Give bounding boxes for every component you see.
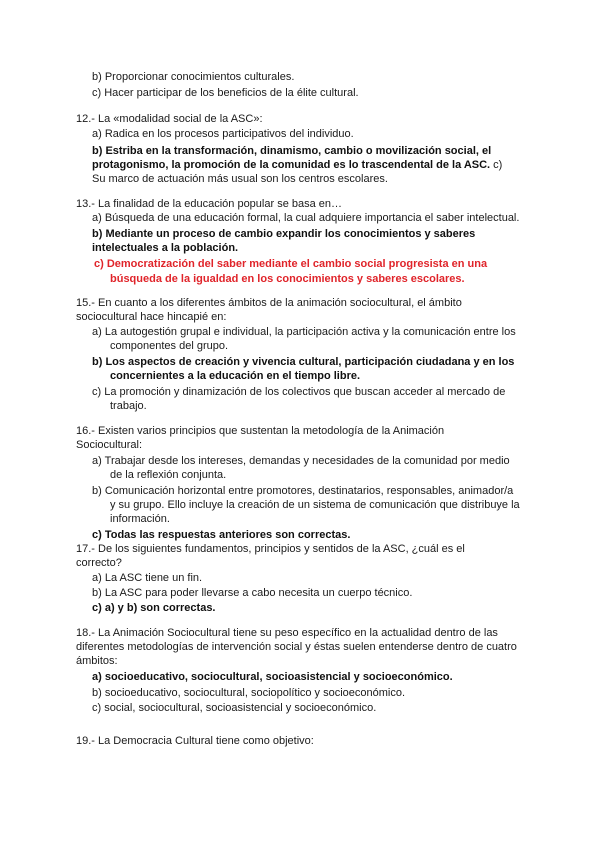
q15-option-a-line1: a) La autogestión grupal e individual, la participación activa y la comunicación entre los [92,326,516,338]
q15-question-line2: sociocultural hace hincapié en: [76,311,227,323]
q17-option-c: c) a) y b) son correctas. [92,602,216,614]
q12-option-b-line2-wrapper [92,158,502,172]
q18-option-c: c) social, sociocultural, socioasistencial y socioeconómico. [92,702,377,714]
q16-option-b-line2: y su grupo. Ello incluye la creación de un sistema de comunicación que distribuye la [110,499,520,511]
q17-question-line2: correcto? [76,557,122,569]
q19-question: 19.- La Democracia Cultural tiene como objetivo: [76,735,314,747]
q16-option-c: c) Todas las respuestas anteriores son correctas. [92,529,351,541]
q15-question-line1: 15.- En cuanto a los diferentes ámbitos de la animación sociocultural, el ámbito [76,297,462,309]
q16-option-b-line3: información. [110,513,170,525]
q15-option-b-line1: b) Los aspectos de creación y vivencia cultural, participación ciudadana y en los [92,356,515,368]
q11-option-c: c) Hacer participar de los beneficios de la élite cultural. [92,87,359,99]
q15-option-a-line2: componentes del grupo. [110,340,229,352]
q13-question: 13.- La finalidad de la educación popular se basa en… [76,198,343,210]
q13-option-b-line2: intelectuales a la población. [92,242,239,254]
q11-option-b: b) Proporcionar conocimientos culturales. [92,71,295,83]
q13-option-c-line2: búsqueda de la igualdad en los conocimientos y saberes escolares. [110,273,465,285]
q16-option-a-line2: de la reflexión conjunta. [110,469,227,481]
q16-option-b-line1: b) Comunicación horizontal entre promotores, destinatarios, responsables, animador/a [92,485,514,497]
q13-option-c-line1: c) Democratización del saber mediante el cambio social progresista en una [94,258,488,270]
q18-question-line3: ámbitos: [76,655,118,667]
q18-option-b: b) socioeducativo, sociocultural, sociopolítico y socioeconómico. [92,687,406,699]
q16-question-line2: Sociocultural: [76,439,143,451]
q12-option-b-line1: b) Estriba en la transformación, dinamismo, cambio o movilización social, el [92,145,492,157]
q17-question-line1: 17.- De los siguientes fundamentos, principios y sentidos de la ASC, ¿cuál es el [76,543,465,555]
q12-option-c-line2: Su marco de actuación más usual son los centros escolares. [92,173,388,185]
q18-question-line1: 18.- La Animación Sociocultural tiene su peso específico en la actualidad dentro de las [76,627,498,639]
q15-option-c-line2: trabajo. [110,400,147,412]
q17-option-a: a) La ASC tiene un fin. [92,572,203,584]
q18-question-line2: diferentes metodologías de intervención social y éstas suelen entenderse dentro de cuatro [76,641,517,653]
q12-option-b-line2: protagonismo, la promoción de la comunidad es lo trascendental de la ASC. [92,159,491,171]
q13-option-a: a) Búsqueda de una educación formal, la cual adquiere importancia el saber intelectual. [92,212,520,224]
q15-option-b-line2: concernientes a la educación en el tiempo libre. [110,370,361,382]
q12-option-a: a) Radica en los procesos participativos del individuo. [92,128,354,140]
q17-option-b: b) La ASC para poder llevarse a cabo necesita un cuerpo técnico. [92,587,413,599]
q12-option-c-prefix: c) [490,159,503,171]
q13-option-b-line1: b) Mediante un proceso de cambio expandir los conocimientos y saberes [92,228,476,240]
q15-option-c-line1: c) La promoción y dinamización de los colectivos que buscan acceder al mercado de [92,386,506,398]
q16-question-line1: 16.- Existen varios principios que sustentan la metodología de la Animación [76,425,445,437]
q12-question: 12.- La «modalidad social de la ASC»: [76,113,263,125]
q18-option-a: a) socioeducativo, sociocultural, socioasistencial y socioeconómico. [92,671,453,683]
q16-option-a-line1: a) Trabajar desde los intereses, demandas y necesidades de la comunidad por medio [92,455,510,467]
